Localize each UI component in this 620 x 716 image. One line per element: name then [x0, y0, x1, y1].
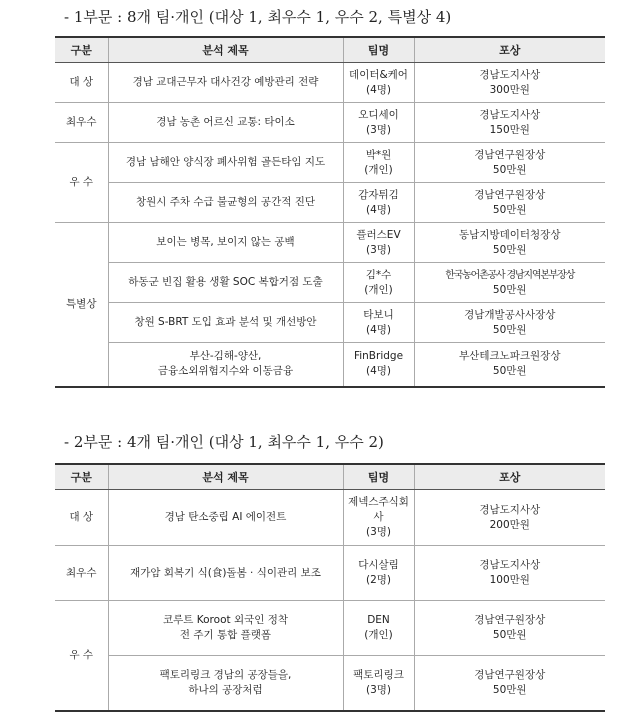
team-name: 김*수 (개인): [343, 263, 414, 303]
category-cell: 최우수: [55, 103, 108, 143]
header-category: 구분: [55, 37, 108, 63]
analysis-title: 창원 S-BRT 도입 효과 분석 및 개선방안: [108, 303, 343, 343]
table-row: [55, 546, 605, 601]
analysis-title: 경남 농촌 어르신 교통: 타이소: [108, 103, 343, 143]
table-row: [55, 103, 605, 143]
team-name: 팩토리링크 (3명): [343, 656, 414, 711]
analysis-title: 팩토리링크 경남의 공장들을, 하나의 공장처럼: [108, 656, 343, 711]
section1-table: [55, 36, 605, 388]
team-name: 플러스EV (3명): [343, 223, 414, 263]
header-category: 구분: [55, 464, 108, 490]
award: 동남지방데이터청장상 50만원: [414, 223, 605, 263]
award: 경남연구원장상 50만원: [414, 183, 605, 223]
category-cell: 우 수: [55, 143, 108, 223]
team-name: 오디세이 (3명): [343, 103, 414, 143]
team-name: 다시살림 (2명): [343, 546, 414, 601]
analysis-title: 경남 탄소중립 AI 에이전트: [108, 490, 343, 546]
analysis-title: 하동군 빈집 활용 생활 SOC 복합거점 도출: [108, 263, 343, 303]
section2-table: [55, 463, 605, 712]
header-title: 분석 제목: [108, 464, 343, 490]
table-row: [55, 343, 605, 387]
award: 경남개발공사사장상 50만원: [414, 303, 605, 343]
award: 경남연구원장상 50만원: [414, 601, 605, 656]
analysis-title: 창원시 주차 수급 불균형의 공간적 진단: [108, 183, 343, 223]
section1-title: - 1부문 : 8개 팀·개인 (대상 1, 최우수 1, 우수 2, 특별상 4): [64, 8, 452, 26]
table-row: [55, 223, 605, 263]
team-name: 데이터&케어 (4명): [343, 63, 414, 103]
award: 경남연구원장상 50만원: [414, 656, 605, 711]
team-name: FinBridge (4명): [343, 343, 414, 387]
team-name: 감자튀김 (4명): [343, 183, 414, 223]
category-cell: 특별상: [55, 223, 108, 387]
award: 경남도지사상 300만원: [414, 63, 605, 103]
table-header-row: [55, 464, 605, 490]
analysis-title: 부산-김해-양산, 금융소외위험지수와 이동금융: [108, 343, 343, 387]
category-cell: 대 상: [55, 63, 108, 103]
analysis-title: 보이는 병목, 보이지 않는 공백: [108, 223, 343, 263]
table-row: [55, 263, 605, 303]
team-name: 박*원 (개인): [343, 143, 414, 183]
table-row: [55, 183, 605, 223]
table-row: [55, 63, 605, 103]
table-row: [55, 143, 605, 183]
analysis-title: 경남 남해안 양식장 폐사위험 골든타임 지도: [108, 143, 343, 183]
team-name: 제넥스주식회사 (3명): [343, 490, 414, 546]
category-cell: 우 수: [55, 601, 108, 711]
header-award: 포상: [414, 37, 605, 63]
category-cell: 대 상: [55, 490, 108, 546]
team-name: 타보니 (4명): [343, 303, 414, 343]
category-cell: 최우수: [55, 546, 108, 601]
team-name: DEN (개인): [343, 601, 414, 656]
header-team: 팀명: [343, 464, 414, 490]
award: 경남연구원장상 50만원: [414, 143, 605, 183]
award: 한국농어촌공사 경남지역본부장상 50만원: [414, 263, 605, 303]
section2-title: - 2부문 : 4개 팀·개인 (대상 1, 최우수 1, 우수 2): [64, 433, 384, 451]
header-award: 포상: [414, 464, 605, 490]
analysis-title: 경남 교대근무자 대사건강 예방관리 전략: [108, 63, 343, 103]
analysis-title: 재가암 회복기 식(食)돌봄 · 식이관리 보조: [108, 546, 343, 601]
header-team: 팀명: [343, 37, 414, 63]
table-row: [55, 303, 605, 343]
header-title: 분석 제목: [108, 37, 343, 63]
table-row: [55, 601, 605, 656]
table-row: [55, 656, 605, 711]
award: 경남도지사상 100만원: [414, 546, 605, 601]
award: 경남도지사상 200만원: [414, 490, 605, 546]
award: 경남도지사상 150만원: [414, 103, 605, 143]
analysis-title: 코루트 Koroot 외국인 정착 전 주기 통합 플랫폼: [108, 601, 343, 656]
award: 부산테크노파크원장상 50만원: [414, 343, 605, 387]
table-header-row: [55, 37, 605, 63]
table-row: [55, 490, 605, 546]
